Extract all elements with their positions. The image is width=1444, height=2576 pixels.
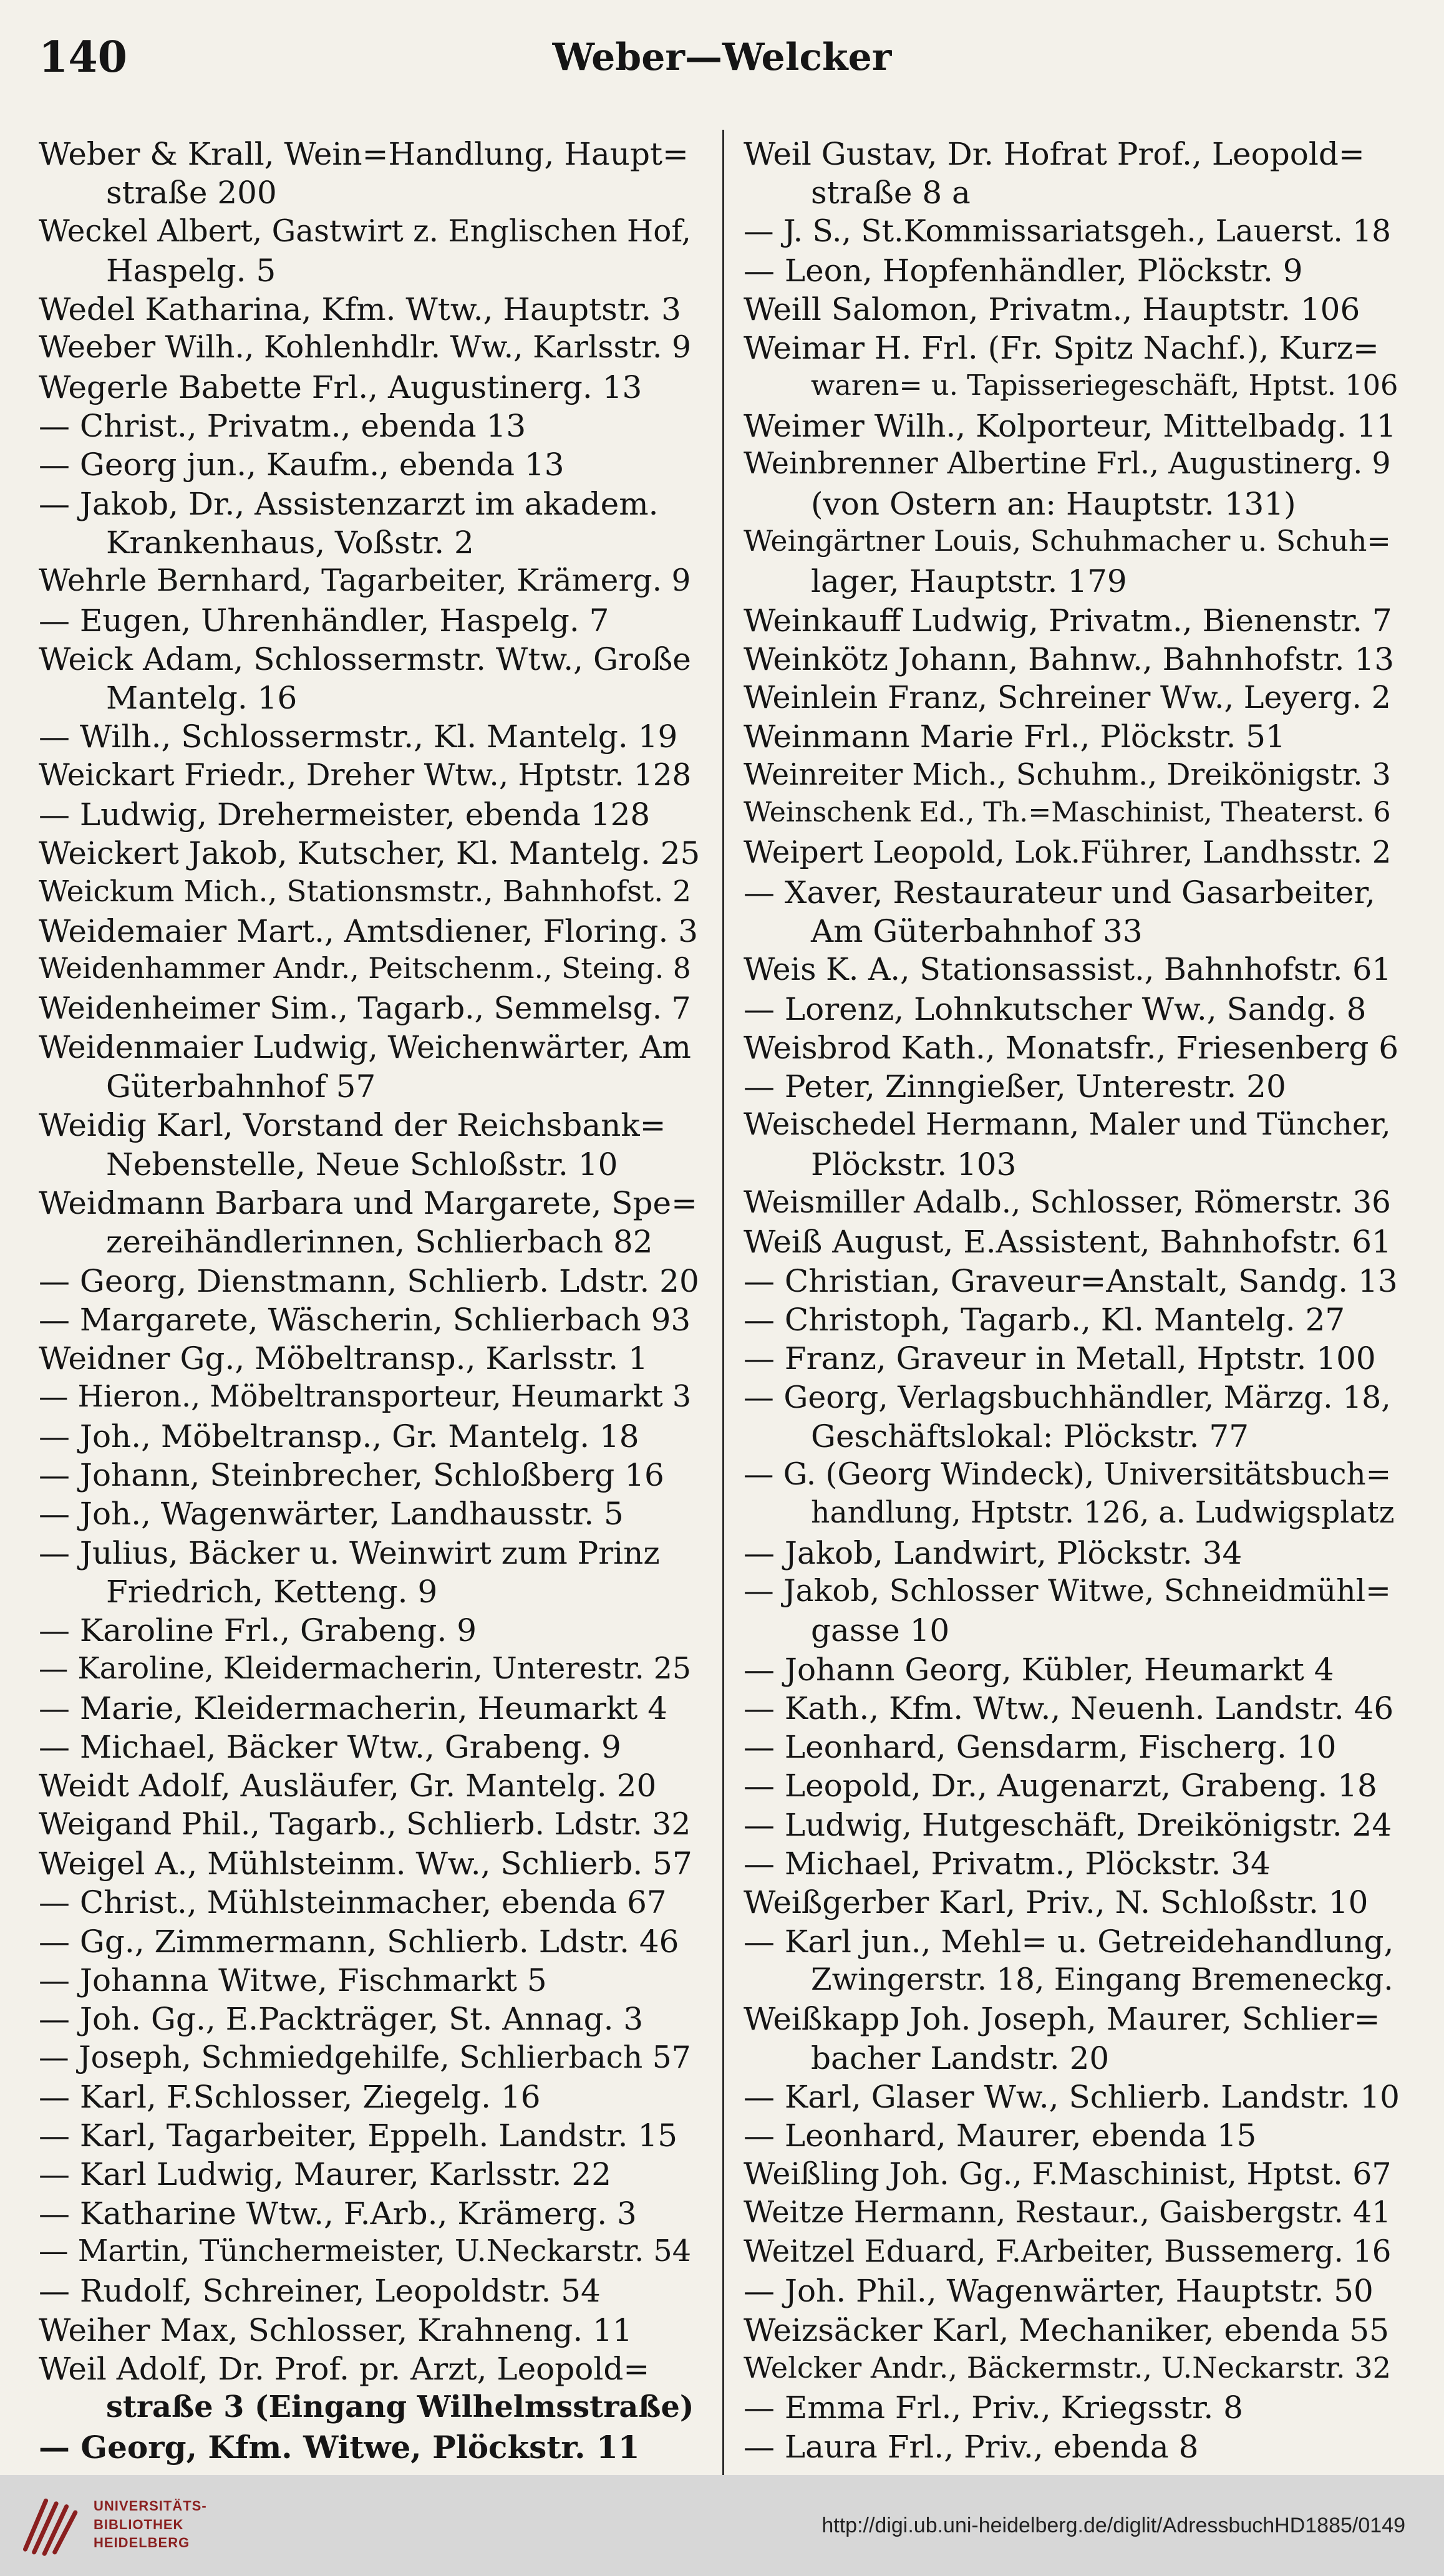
directory-entry-continuation: Nebenstelle, Neue Schloßstr. 10 — [106, 1146, 618, 1183]
directory-entry: — Katharine Wtw., F.Arb., Krämerg. 3 — [39, 2195, 637, 2232]
directory-entry: Weigel A., Mühlsteinm. Ww., Schlierb. 57 — [39, 1846, 692, 1882]
directory-entry: — Joseph, Schmiedgehilfe, Schlierbach 57 — [39, 2040, 691, 2075]
directory-entry: — Leopold, Dr., Augenarzt, Grabeng. 18 — [744, 1768, 1377, 1804]
directory-entry: — Peter, Zinngießer, Unterestr. 20 — [744, 1068, 1286, 1105]
directory-entry: — Margarete, Wäscherin, Schlierbach 93 — [39, 1301, 691, 1338]
directory-entry: — J. S., St.Kommissariatsgeh., Lauerst. 18 — [744, 213, 1392, 249]
directory-entry-continuation: straße 200 — [106, 175, 277, 211]
directory-entry: Weidt Adolf, Ausläufer, Gr. Mantelg. 20 — [39, 1768, 657, 1804]
right-column — [744, 135, 1401, 2466]
directory-entry: — Gg., Zimmermann, Schlierb. Ldstr. 46 — [39, 1923, 679, 1960]
directory-entry: Weill Salomon, Privatm., Hauptstr. 106 — [744, 291, 1360, 328]
directory-entry: — Leonhard, Gensdarm, Fischerg. 10 — [744, 1729, 1337, 1766]
directory-entry: — Kath., Kfm. Wtw., Neuenh. Landstr. 46 — [744, 1690, 1394, 1726]
directory-entry: — Leon, Hopfenhändler, Plöckstr. 9 — [744, 252, 1303, 289]
directory-entry: — Georg, Dienstmann, Schlierb. Ldstr. 20 — [39, 1262, 699, 1299]
directory-entry: Weickum Mich., Stationsmstr., Bahnhofst. 2 — [39, 874, 692, 909]
directory-entry-continuation: straße 8 a — [811, 175, 971, 211]
directory-entry: Weber & Krall, Wein=Handlung, Haupt= — [39, 136, 689, 172]
directory-entry-continuation: Krankenhaus, Voßstr. 2 — [106, 524, 474, 561]
directory-entry: Welcker Andr., Bäckermstr., U.Neckarstr. 32 — [744, 2350, 1392, 2385]
directory-entry: Weidemaier Mart., Amtsdiener, Floring. 3 — [39, 913, 699, 949]
directory-entry: Weinbrenner Albertine Frl., Augustinerg. 9 — [744, 447, 1391, 482]
directory-entry: — Georg, Kfm. Witwe, Plöckstr. 11 — [39, 2428, 640, 2466]
directory-entry: Weipert Leopold, Lok.Führer, Landhsstr. 2 — [744, 835, 1392, 871]
directory-entry: Weickart Friedr., Dreher Wtw., Hptstr. 128 — [39, 757, 692, 793]
directory-entry-continuation: Zwingerstr. 18, Eingang Bremeneckg. — [811, 1962, 1393, 1997]
directory-entry: — Michael, Bäcker Wtw., Grabeng. 9 — [39, 1729, 621, 1766]
directory-entry: — Christoph, Tagarb., Kl. Mantelg. 27 — [744, 1301, 1345, 1338]
directory-entry: — Johann Georg, Kübler, Heumarkt 4 — [744, 1651, 1334, 1688]
directory-entry-continuation: Güterbahnhof 57 — [106, 1068, 376, 1105]
directory-entry: — Karl, Glaser Ww., Schlierb. Landstr. 10 — [744, 2078, 1400, 2115]
directory-entry: — Michael, Privatm., Plöckstr. 34 — [744, 1846, 1271, 1882]
directory-entry-continuation: lager, Hauptstr. 179 — [811, 563, 1127, 600]
directory-entry: — Jakob, Landwirt, Plöckstr. 34 — [744, 1534, 1243, 1571]
directory-entry-continuation: Am Güterbahnhof 33 — [811, 913, 1143, 949]
directory-entry: Weitze Hermann, Restaur., Gaisbergstr. 41 — [744, 2195, 1391, 2230]
directory-entry: — Laura Frl., Priv., ebenda 8 — [744, 2428, 1199, 2465]
directory-entry-continuation: Mantelg. 16 — [106, 680, 298, 717]
library-name — [94, 2497, 207, 2552]
directory-entry: Weiher Max, Schlosser, Krahneng. 11 — [39, 2312, 632, 2348]
directory-entry-continuation: (von Ostern an: Hauptstr. 131) — [811, 485, 1296, 522]
page-number: 140 — [39, 32, 127, 82]
directory-entry-continuation: Plöckstr. 103 — [811, 1146, 1017, 1183]
directory-entry-continuation: gasse 10 — [811, 1612, 950, 1649]
directory-entry: — Ludwig, Hutgeschäft, Dreikönigstr. 24 — [744, 1806, 1392, 1843]
directory-entry: Weidenmaier Ludwig, Weichenwärter, Am — [39, 1029, 691, 1065]
directory-entry: — Johanna Witwe, Fischmarkt 5 — [39, 1962, 547, 1998]
directory-entry: — Julius, Bäcker u. Weinwirt zum Prinz — [39, 1534, 660, 1571]
directory-entry: Wegerle Babette Frl., Augustinerg. 13 — [39, 369, 642, 405]
directory-entry: — Joh. Phil., Wagenwärter, Hauptstr. 50 — [744, 2273, 1374, 2310]
directory-entry-continuation: zereihändlerinnen, Schlierbach 82 — [106, 1224, 653, 1261]
directory-entry-continuation: handlung, Hptstr. 126, a. Ludwigsplatz — [811, 1496, 1395, 1531]
directory-entry-continuation: bacher Landstr. 20 — [811, 2040, 1110, 2076]
directory-entry: Weidenheimer Sim., Tagarb., Semmelsg. 7 — [39, 990, 691, 1026]
directory-entry: — Christ., Mühlsteinmacher, ebenda 67 — [39, 1884, 667, 1921]
directory-entry: — Martin, Tünchermeister, U.Neckarstr. 54 — [39, 2234, 691, 2269]
left-column — [39, 135, 701, 2466]
directory-entry: Weidig Karl, Vorstand der Reichsbank= — [39, 1107, 666, 1144]
directory-entry: — Karl, Tagarbeiter, Eppelh. Landstr. 15 — [39, 2118, 678, 2154]
directory-entry-continuation: Friedrich, Ketteng. 9 — [106, 1573, 438, 1610]
directory-entry: Weitzel Eduard, F.Arbeiter, Bussemerg. 16 — [744, 2234, 1392, 2270]
directory-entry: Weißling Joh. Gg., F.Maschinist, Hptst. 67 — [744, 2156, 1392, 2192]
directory-entry: Weimer Wilh., Kolporteur, Mittelbadg. 11 — [744, 408, 1397, 445]
logo-graphic — [15, 2487, 89, 2561]
running-head: Weber—Welcker — [552, 36, 892, 79]
directory-entry: — Ludwig, Drehermeister, ebenda 128 — [39, 797, 651, 833]
source-url-link[interactable]: http://digi.ub.uni-heidelberg.de/diglit/AdressbuchHD1885/0149 — [821, 2514, 1405, 2537]
directory-entry: — Christ., Privatm., ebenda 13 — [39, 408, 526, 445]
directory-entry: Weil Gustav, Dr. Hofrat Prof., Leopold= — [744, 136, 1365, 172]
directory-entry: Weidmann Barbara und Margarete, Spe= — [39, 1185, 698, 1222]
directory-entry: — Xaver, Restaurateur und Gasarbeiter, — [744, 874, 1375, 911]
directory-entry: Weinmann Marie Frl., Plöckstr. 51 — [744, 719, 1286, 755]
directory-entry: — Rudolf, Schreiner, Leopoldstr. 54 — [39, 2273, 601, 2310]
directory-entry: — Karl Ludwig, Maurer, Karlsstr. 22 — [39, 2156, 612, 2193]
directory-entry: — Joh. Gg., E.Packträger, St. Annag. 3 — [39, 2001, 644, 2038]
directory-entry: Weischedel Hermann, Maler und Tüncher, — [744, 1107, 1391, 1143]
directory-entry: Weißgerber Karl, Priv., N. Schloßstr. 10 — [744, 1884, 1369, 1921]
directory-entry: Weickert Jakob, Kutscher, Kl. Mantelg. 25 — [39, 835, 700, 872]
directory-entry-continuation: straße 3 (Eingang Wilhelmsstraße) — [106, 2390, 694, 2425]
directory-entry: Weinschenk Ed., Th.=Maschinist, Theaterst. 6 — [744, 797, 1391, 829]
directory-entry: Weismiller Adalb., Schlosser, Römerstr. 36 — [744, 1185, 1391, 1221]
directory-entry-continuation: Haspelg. 5 — [106, 252, 276, 289]
directory-entry: Weil Adolf, Dr. Prof. pr. Arzt, Leopold= — [39, 2350, 650, 2387]
university-library-logo-icon[interactable] — [15, 2487, 89, 2561]
directory-entry: Weidenhammer Andr., Peitschenm., Steing. 8 — [39, 952, 691, 985]
directory-entry: — Franz, Graveur in Metall, Hptstr. 100 — [744, 1340, 1376, 1377]
directory-entry: Weinkauff Ludwig, Privatm., Bienenstr. 7 — [744, 602, 1392, 639]
directory-entry: Weick Adam, Schlossermstr. Wtw., Große — [39, 641, 691, 677]
directory-entry: Wedel Katharina, Kfm. Wtw., Hauptstr. 3 — [39, 291, 681, 328]
directory-entry: Weidner Gg., Möbeltransp., Karlsstr. 1 — [39, 1340, 648, 1377]
directory-entry-continuation: waren= u. Tapisseriegeschäft, Hptst. 106 — [811, 369, 1398, 402]
directory-entry: Weißkapp Joh. Joseph, Maurer, Schlier= — [744, 2001, 1380, 2038]
directory-entry: Weis K. A., Stationsassist., Bahnhofstr. 61 — [744, 951, 1392, 988]
directory-entry: Weinkötz Johann, Bahnw., Bahnhofstr. 13 — [744, 641, 1395, 677]
directory-entry: — Karoline, Kleidermacherin, Unterestr. 25 — [39, 1651, 691, 1686]
directory-entry: — Karoline Frl., Grabeng. 9 — [39, 1612, 477, 1649]
directory-entry: Weinlein Franz, Schreiner Ww., Leyerg. 2 — [744, 679, 1391, 716]
column-divider — [722, 130, 724, 2475]
directory-entry: — Eugen, Uhrenhändler, Haspelg. 7 — [39, 602, 609, 639]
library-name-line: HEIDELBERG — [94, 2535, 190, 2551]
directory-entry: — Marie, Kleidermacherin, Heumarkt 4 — [39, 1690, 668, 1726]
directory-entry: — Joh., Möbeltransp., Gr. Mantelg. 18 — [39, 1418, 639, 1455]
directory-entry: — Joh., Wagenwärter, Landhausstr. 5 — [39, 1496, 624, 1533]
directory-entry: Weiß August, E.Assistent, Bahnhofstr. 61 — [744, 1224, 1392, 1261]
directory-entry: — Jakob, Dr., Assistenzarzt im akadem. — [39, 485, 659, 522]
directory-entry: Weigand Phil., Tagarb., Schlierb. Ldstr. 32 — [39, 1806, 691, 1842]
directory-entry: — Georg jun., Kaufm., ebenda 13 — [39, 447, 565, 483]
directory-entry: — Wilh., Schlossermstr., Kl. Mantelg. 19 — [39, 719, 678, 755]
directory-entry: Weimar H. Frl. (Fr. Spitz Nachf.), Kurz= — [744, 330, 1379, 367]
directory-entry: Weeber Wilh., Kohlenhdlr. Ww., Karlsstr. 9 — [39, 330, 692, 366]
directory-entry: Wehrle Bernhard, Tagarbeiter, Krämerg. 9 — [39, 563, 691, 599]
directory-entry: Weingärtner Louis, Schuhmacher u. Schuh= — [744, 523, 1391, 558]
directory-entry: Weizsäcker Karl, Mechaniker, ebenda 55 — [744, 2312, 1390, 2348]
directory-entry-continuation: Geschäftslokal: Plöckstr. 77 — [811, 1418, 1249, 1455]
directory-entry: — Hieron., Möbeltransporteur, Heumarkt 3 — [39, 1379, 692, 1414]
directory-entry: — Georg, Verlagsbuchhändler, Märzg. 18, — [744, 1379, 1391, 1415]
directory-entry: — Jakob, Schlosser Witwe, Schneidmühl= — [744, 1573, 1391, 1609]
directory-entry: — Karl, F.Schlosser, Ziegelg. 16 — [39, 2078, 541, 2115]
directory-entry: — G. (Georg Windeck), Universitätsbuch= — [744, 1457, 1392, 1493]
library-name-line: BIBLIOTHEK — [94, 2516, 184, 2532]
directory-entry: — Christian, Graveur=Anstalt, Sandg. 13 — [744, 1262, 1398, 1299]
directory-entry: Weinreiter Mich., Schuhm., Dreikönigstr. 3 — [744, 757, 1391, 792]
directory-entry: — Leonhard, Maurer, ebenda 15 — [744, 2118, 1257, 2154]
directory-entry: — Lorenz, Lohnkutscher Ww., Sandg. 8 — [744, 990, 1367, 1027]
directory-entry: — Emma Frl., Priv., Kriegsstr. 8 — [744, 2390, 1243, 2426]
directory-entry: — Johann, Steinbrecher, Schloßberg 16 — [39, 1457, 664, 1494]
directory-entry: Weisbrod Kath., Monatsfr., Friesenberg 6 — [744, 1029, 1399, 1066]
directory-entry: — Karl jun., Mehl= u. Getreidehandlung, — [744, 1923, 1394, 1960]
library-name-line: UNIVERSITÄTS- — [94, 2498, 207, 2514]
directory-entry: Weckel Albert, Gastwirt z. Englischen Hof, — [39, 213, 691, 249]
